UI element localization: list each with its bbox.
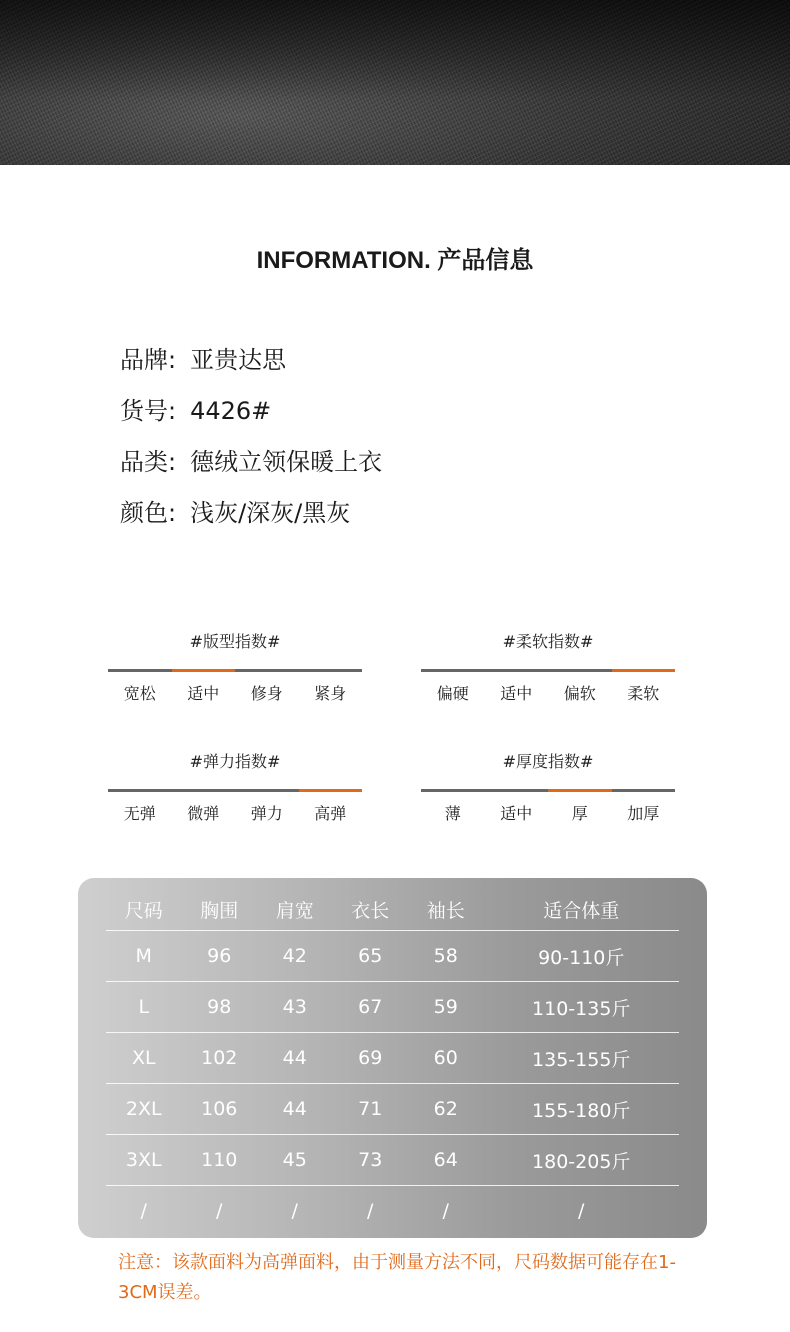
table-cell: 96 [182, 931, 258, 982]
product-properties [120, 340, 382, 544]
index-option: 无弹 [123, 804, 156, 823]
index-bar [108, 669, 362, 672]
index-option: 适中 [500, 684, 533, 703]
table-cell: 44 [257, 1084, 333, 1135]
fit-index [108, 632, 362, 704]
table-cell: 43 [257, 982, 333, 1033]
index-option: 薄 [444, 804, 461, 823]
header-cell: 袖长 [408, 888, 484, 931]
table-row [106, 982, 679, 1033]
index-option: 偏硬 [436, 684, 469, 703]
table-cell: / [216, 1200, 223, 1222]
size-chart-panel [78, 878, 707, 1238]
prop-value: 亚贵达思 [190, 346, 287, 374]
header-cell: 衣长 [333, 888, 409, 931]
measurement-note: 注意：该款面料为高弹面料，由于测量方法不同，尺码数据可能存在1-3CM误差。 [118, 1252, 676, 1303]
table-cell: M [106, 931, 182, 982]
header-cell: 尺码 [106, 888, 182, 931]
size-table [106, 888, 679, 1236]
index-option: 紧身 [314, 684, 347, 703]
index-bar [421, 669, 675, 672]
index-highlight [548, 789, 612, 792]
prop-color [120, 493, 382, 544]
thickness-index [421, 752, 675, 824]
table-cell: 60 [408, 1033, 484, 1084]
table-cell: / [291, 1200, 298, 1222]
table-cell: 59 [408, 982, 484, 1033]
index-option: 厚 [571, 804, 588, 823]
index-title: #柔软指数# [502, 632, 594, 651]
table-cell: 65 [333, 931, 409, 982]
index-bar [108, 789, 362, 792]
table-cell: 2XL [106, 1084, 182, 1135]
table-cell: 71 [333, 1084, 409, 1135]
table-cell: / [140, 1200, 147, 1222]
index-title: #弹力指数# [189, 752, 281, 771]
table-cell: 110-135斤 [484, 982, 680, 1033]
index-options [421, 681, 675, 704]
prop-item-number [120, 391, 382, 442]
elasticity-index [108, 752, 362, 824]
table-cell: / [367, 1200, 374, 1222]
index-options [108, 681, 362, 704]
index-option: 适中 [187, 684, 220, 703]
table-cell: 3XL [106, 1135, 182, 1186]
index-option: 高弹 [314, 804, 347, 823]
table-cell: 67 [333, 982, 409, 1033]
table-cell: 44 [257, 1033, 333, 1084]
table-row [106, 1084, 679, 1135]
prop-key: 品牌: [120, 346, 177, 374]
prop-key: 颜色: [120, 499, 177, 527]
index-option: 加厚 [627, 804, 660, 823]
index-option: 宽松 [123, 684, 156, 703]
table-cell: XL [106, 1033, 182, 1084]
table-cell: 106 [182, 1084, 258, 1135]
table-cell: 58 [408, 931, 484, 982]
index-highlight [172, 669, 236, 672]
index-options [108, 801, 362, 824]
index-bar [421, 789, 675, 792]
size-table-header [106, 888, 679, 931]
prop-value: 浅灰/深灰/黑灰 [190, 499, 351, 527]
prop-value: 德绒立领保暖上衣 [190, 448, 383, 476]
table-cell: 69 [333, 1033, 409, 1084]
index-highlight [299, 789, 363, 792]
index-option: 偏软 [563, 684, 596, 703]
table-row [106, 1033, 679, 1084]
index-option: 弹力 [250, 804, 283, 823]
table-cell: / [442, 1200, 449, 1222]
index-option: 适中 [500, 804, 533, 823]
table-cell: 98 [182, 982, 258, 1033]
index-title: #版型指数# [189, 632, 281, 651]
prop-key: 品类: [120, 448, 177, 476]
prop-brand [120, 340, 382, 391]
table-cell: 110 [182, 1135, 258, 1186]
table-cell: 45 [257, 1135, 333, 1186]
table-row [106, 1186, 679, 1237]
table-cell: L [106, 982, 182, 1033]
softness-index [421, 632, 675, 704]
header-cell: 肩宽 [257, 888, 333, 931]
table-cell: 73 [333, 1135, 409, 1186]
table-row [106, 931, 679, 982]
table-cell: 135-155斤 [484, 1033, 680, 1084]
table-cell: / [578, 1200, 585, 1222]
prop-category [120, 442, 382, 493]
table-cell: 180-205斤 [484, 1135, 680, 1186]
table-cell: 155-180斤 [484, 1084, 680, 1135]
table-cell: 102 [182, 1033, 258, 1084]
header-cell: 适合体重 [484, 888, 680, 931]
header-cell: 胸围 [182, 888, 258, 931]
index-highlight [612, 669, 676, 672]
index-title: #厚度指数# [502, 752, 594, 771]
index-option: 柔软 [627, 684, 660, 703]
table-cell: 42 [257, 931, 333, 982]
index-options [421, 801, 675, 824]
fabric-texture-image [0, 0, 790, 165]
section-title: INFORMATION. 产品信息 [256, 247, 534, 274]
index-option: 微弹 [187, 804, 220, 823]
table-cell: 90-110斤 [484, 931, 680, 982]
table-cell: 64 [408, 1135, 484, 1186]
table-cell: 62 [408, 1084, 484, 1135]
prop-key: 货号: [120, 397, 177, 425]
table-row [106, 1135, 679, 1186]
index-option: 修身 [250, 684, 283, 703]
prop-value: 4426# [190, 397, 272, 425]
